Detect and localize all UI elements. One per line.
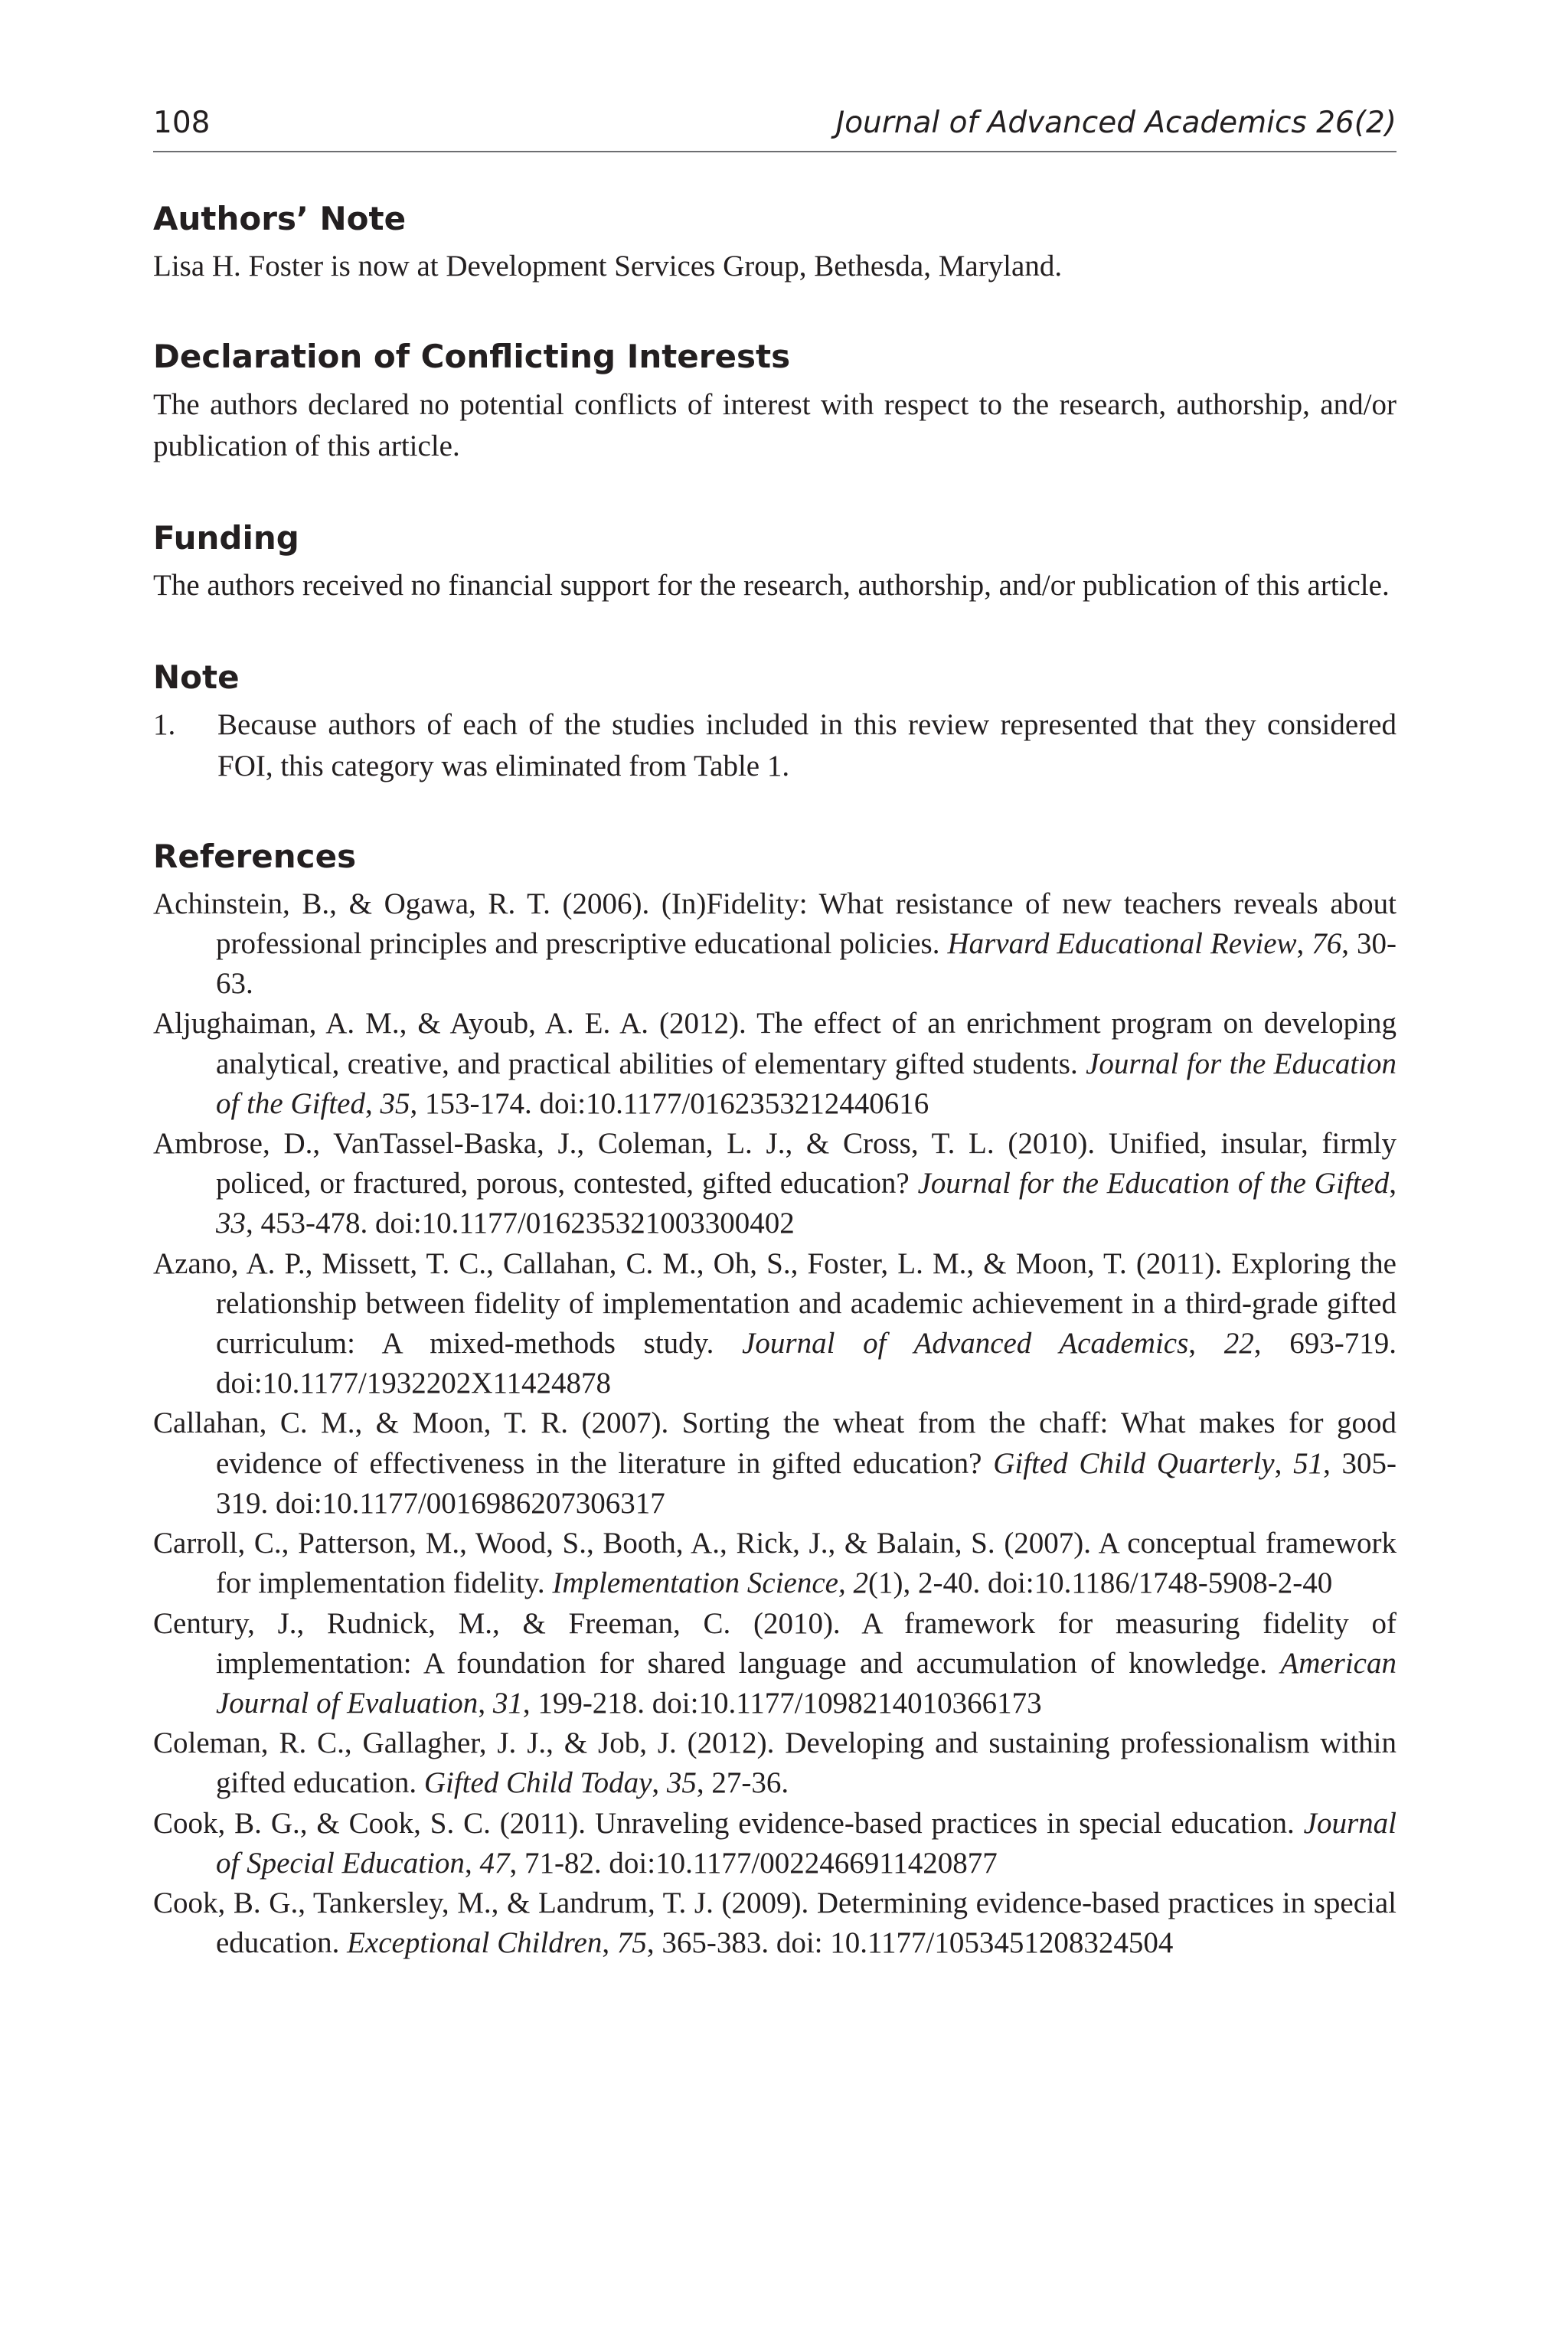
conflicts-heading: Declaration of Conflicting Interests bbox=[153, 338, 791, 376]
reference-volume: 22 bbox=[1223, 1327, 1254, 1361]
reference-pages: , 27-36. bbox=[696, 1766, 789, 1800]
reference-source: Journal of Advanced Academics bbox=[742, 1327, 1189, 1361]
reference-separator: , bbox=[1274, 1446, 1294, 1480]
reference-separator bbox=[846, 1566, 854, 1599]
reference-separator: , bbox=[1296, 927, 1312, 961]
reference-item bbox=[153, 1883, 1396, 1963]
reference-source: Journal for the Education of the Gifted bbox=[216, 1047, 1396, 1120]
reference-pages: , 153-174. doi:10.1177/0162353212440616 bbox=[410, 1086, 929, 1120]
reference-volume: 2 bbox=[853, 1566, 868, 1600]
reference-pages: , 71-82. doi:10.1177/0022466911420877 bbox=[509, 1846, 998, 1880]
reference-item bbox=[153, 1403, 1396, 1524]
references-heading: References bbox=[153, 838, 357, 876]
reference-authors: Carroll, C., Patterson, M., Wood, S., Booth, A., Rick, J., & Balain, S. (2007). A conceptual framework for implementation fidelity. bbox=[153, 1527, 1396, 1600]
reference-authors: Coleman, R. C., Gallagher, J. J., & Job, J. (2012). Developing and sustaining professionalism within gifted education. bbox=[153, 1726, 1396, 1800]
note-section bbox=[153, 658, 1396, 787]
reference-authors: Azano, A. P., Missett, T. C., Callahan, C. M., Oh, S., Foster, L. M., & Moon, T. (2011). Exploring the relationship between fidelity of implementation and academic achievement in a third-grade gifted curriculum: A mixed-methods study. bbox=[153, 1246, 1396, 1361]
reference-source: Gifted Child Quarterly bbox=[993, 1446, 1275, 1480]
reference-pages: , 199-218. doi:10.1177/1098214010366173 bbox=[522, 1686, 1042, 1720]
running-head bbox=[153, 107, 1396, 152]
authors-note-heading: Authors’ Note bbox=[153, 199, 407, 237]
reference-authors: Century, J., Rudnick, M., & Freeman, C. (2010). A framework for measuring fidelity of implementation: A foundation for shared language and accumulation of knowledge. bbox=[153, 1606, 1396, 1680]
reference-item bbox=[153, 1244, 1396, 1404]
reference-separator: , bbox=[652, 1766, 667, 1800]
reference-volume: 76 bbox=[1312, 927, 1342, 961]
reference-volume: 35 bbox=[666, 1766, 697, 1800]
funding-heading: Funding bbox=[153, 518, 299, 557]
reference-authors: Achinstein, B., & Ogawa, R. T. (2006). (In)Fidelity: What resistance of new teachers reveals about professional principles and prescriptive educational policies. bbox=[153, 887, 1396, 961]
reference-pages: , 30-63. bbox=[216, 927, 1396, 1001]
reference-volume: 51 bbox=[1293, 1446, 1324, 1480]
reference-pages: , 453-478. doi:10.1177/016235321003300402 bbox=[246, 1207, 795, 1240]
reference-volume: 47 bbox=[479, 1846, 510, 1880]
funding-text: The authors received no financial support for the research, authorship, and/or publication of this article. bbox=[153, 569, 1390, 603]
page-number: 108 bbox=[153, 106, 211, 140]
reference-issue: (1) bbox=[867, 1566, 903, 1600]
reference-list bbox=[153, 884, 1396, 1963]
references-section bbox=[153, 838, 1396, 1963]
reference-pages: , 693-719. doi:10.1177/1932202X11424878 bbox=[216, 1327, 1397, 1400]
note-heading: Note bbox=[153, 658, 240, 697]
journal-page bbox=[153, 107, 1396, 1963]
reference-separator: , bbox=[478, 1686, 493, 1720]
reference-item bbox=[153, 1723, 1396, 1803]
reference-item bbox=[153, 1524, 1396, 1603]
reference-pages: , 305-319. doi:10.1177/0016986207306317 bbox=[216, 1446, 1397, 1520]
reference-source: Implementation Science, bbox=[552, 1566, 846, 1600]
note-text: Because authors of each of the studies included in this review represented that they considered FOI, this category was eliminated from Table 1. bbox=[217, 708, 1396, 783]
reference-item bbox=[153, 1804, 1396, 1883]
reference-separator: , bbox=[1188, 1327, 1224, 1361]
reference-authors: Callahan, C. M., & Moon, T. R. (2007). Sorting the wheat from the chaff: What makes for good evidence of effectiveness in the literature in gifted education? bbox=[153, 1406, 1396, 1480]
conflicts-section bbox=[153, 338, 1396, 466]
reference-volume: 35 bbox=[380, 1086, 410, 1120]
authors-note-text: Lisa H. Foster is now at Development Services Group, Bethesda, Maryland. bbox=[153, 250, 1063, 283]
reference-item bbox=[153, 884, 1396, 1004]
reference-volume: 75 bbox=[616, 1926, 647, 1960]
reference-pages: , 2-40. doi:10.1186/1748-5908-2-40 bbox=[903, 1566, 1333, 1600]
note-item bbox=[153, 704, 1396, 787]
note-list bbox=[153, 704, 1396, 787]
funding-section bbox=[153, 519, 1396, 606]
reference-source: Harvard Educational Review bbox=[947, 927, 1297, 961]
conflicts-text: The authors declared no potential conflicts of interest with respect to the research, authorship, and/or publication of this article. bbox=[153, 387, 1396, 462]
reference-source: Journal for the Education of the Gifted bbox=[917, 1167, 1390, 1200]
reference-authors: Cook, B. G., Tankersley, M., & Landrum, T. J. (2009). Determining evidence-based practices in special education. bbox=[153, 1886, 1396, 1960]
reference-item bbox=[153, 1124, 1396, 1244]
reference-pages: , 365-383. doi: 10.1177/1053451208324504 bbox=[646, 1926, 1174, 1960]
reference-source: Gifted Child Today bbox=[423, 1766, 652, 1800]
reference-separator: , bbox=[364, 1086, 381, 1120]
note-number: 1. bbox=[153, 708, 176, 742]
reference-source: American Journal of Evaluation bbox=[216, 1646, 1396, 1720]
reference-separator: , bbox=[602, 1926, 617, 1960]
reference-authors: Cook, B. G., & Cook, S. C. (2011). Unraveling evidence-based practices in special education. bbox=[153, 1806, 1304, 1840]
journal-title: Journal of Advanced Academics 26(2) bbox=[835, 106, 1396, 140]
authors-note-section bbox=[153, 200, 1396, 287]
reference-item bbox=[153, 1604, 1396, 1724]
reference-source: Exceptional Children bbox=[347, 1926, 603, 1960]
reference-separator: , bbox=[464, 1846, 480, 1880]
reference-item bbox=[153, 1004, 1396, 1124]
reference-authors: Aljughaiman, A. M., & Ayoub, A. E. A. (2012). The effect of an enrichment program on developing analytical, creative, and practical abilities of elementary gifted students. bbox=[153, 1007, 1396, 1080]
reference-source: Journal of Special Education bbox=[216, 1806, 1396, 1880]
reference-separator: , bbox=[1389, 1167, 1397, 1200]
reference-volume: 31 bbox=[492, 1686, 523, 1720]
reference-volume: 33 bbox=[216, 1207, 246, 1240]
reference-authors: Ambrose, D., VanTassel-Baska, J., Coleman, L. J., & Cross, T. L. (2010). Unified, insular, firmly policed, or fractured, porous, contested, gifted education? bbox=[153, 1127, 1396, 1200]
